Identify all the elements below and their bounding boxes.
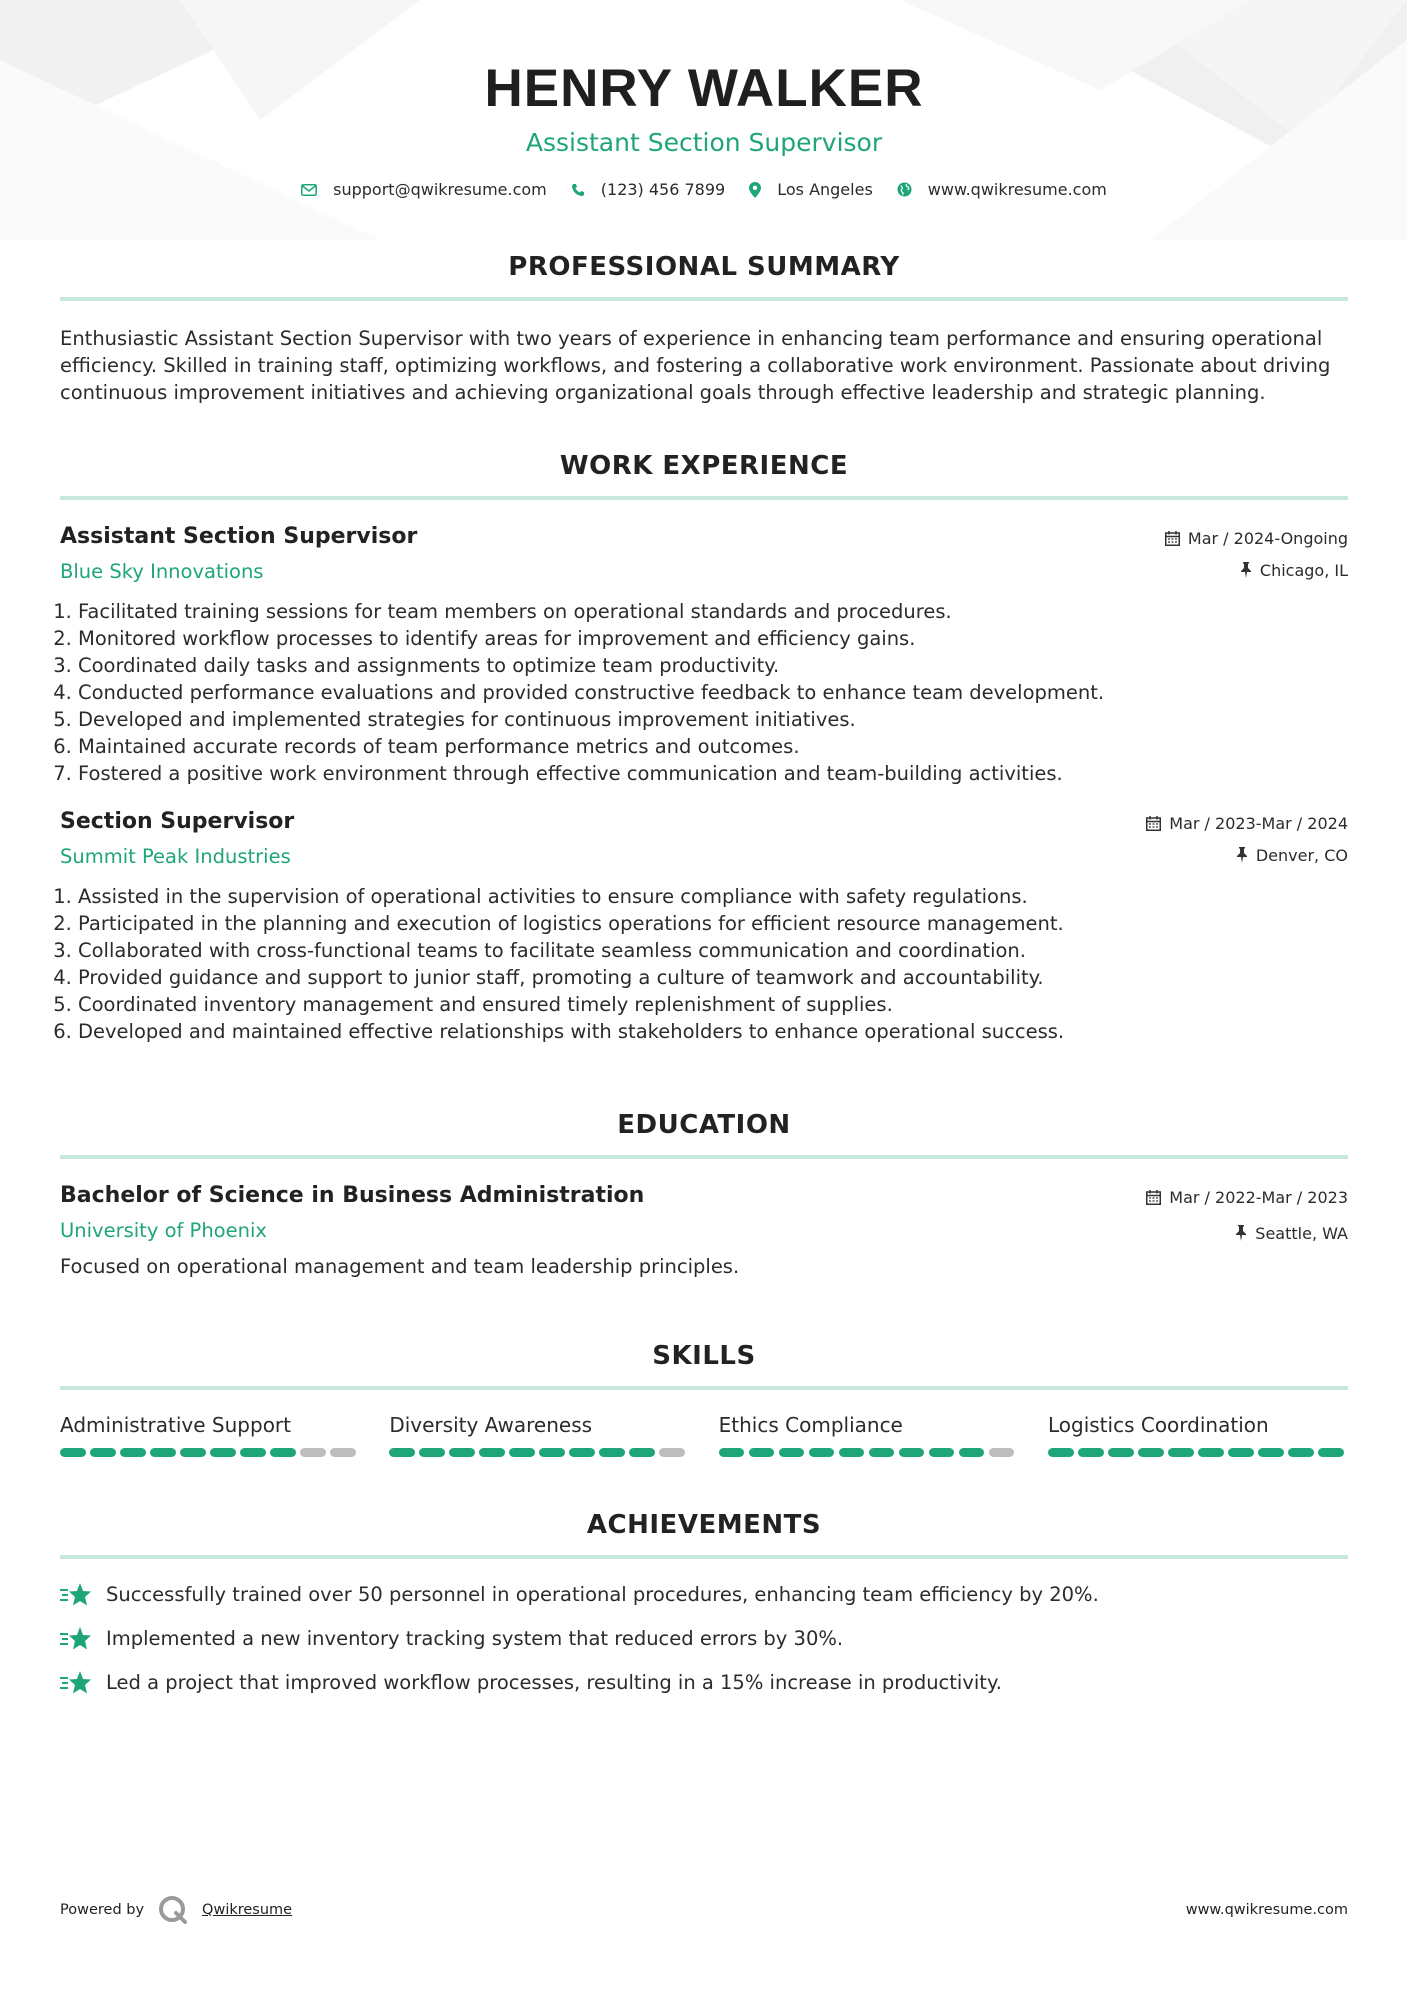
skill-level-dot [1198,1448,1224,1457]
section-divider [60,496,1348,500]
skill-level-dot [749,1448,775,1457]
brand-link[interactable]: Qwikresume [202,1902,293,1918]
page-footer [60,1895,1348,1925]
education-description: Focused on operational management and team leadership principles. [60,1255,740,1278]
list-item: 3. Coordinated daily tasks and assignments to optimize team productivity. [78,652,1348,679]
contact-website[interactable] [897,180,1107,199]
powered-by-label: Powered by [60,1902,145,1918]
resume-header [60,0,1348,199]
star-icon [60,1670,92,1696]
school-name: University of Phoenix [60,1219,267,1242]
section-divider [60,1555,1348,1559]
skill-rating [719,1448,1019,1457]
skill-level-dot [659,1448,685,1457]
list-item: 5. Coordinated inventory management and ensured timely replenishment of supplies. [78,991,1348,1018]
candidate-name: HENRY WALKER [484,59,924,118]
section-divider [60,297,1348,301]
skill-level-dot [899,1448,925,1457]
skill-name: Diversity Awareness [389,1413,593,1437]
contact-phone[interactable] [571,180,725,199]
skill-level-dot [989,1448,1015,1457]
company-name: Blue Sky Innovations [60,560,264,583]
education-entry [60,1183,1348,1280]
contact-bar [60,180,1348,199]
degree-title: Bachelor of Science in Business Administration [60,1183,645,1208]
achievements-heading: ACHIEVEMENTS [586,1510,822,1540]
job-title: Assistant Section Supervisor [60,524,418,549]
pushpin-icon [1235,1225,1247,1241]
skill-rating [1048,1448,1348,1457]
list-item: 7. Fostered a positive work environment through effective communication and team-building activities. [78,760,1348,787]
achievement-item [60,1669,1348,1696]
skill-rating [60,1448,360,1457]
job-location [1146,845,1348,865]
footer-website[interactable]: www.qwikresume.com [1185,1902,1348,1918]
experience-heading: WORK EXPERIENCE [559,451,849,481]
job-location-text: Denver, CO [1255,845,1348,865]
skill-level-dot [509,1448,535,1457]
section-divider [60,1155,1348,1159]
skill-level-dot [210,1448,236,1457]
skill-level-dot [90,1448,116,1457]
skill-level-dot [1168,1448,1194,1457]
star-icon [60,1626,92,1652]
list-item: 4. Provided guidance and support to junior staff, promoting a culture of teamwork and accountability. [78,964,1348,991]
education-location-text: Seattle, WA [1255,1223,1348,1243]
list-item: 3. Collaborated with cross-functional teams to facilitate seamless communication and coordination. [78,937,1348,964]
list-item: 2. Monitored workflow processes to identify areas for improvement and efficiency gains. [78,625,1348,652]
skill-level-dot [180,1448,206,1457]
skill-item [719,1412,1019,1457]
education-location [1146,1223,1348,1243]
skill-level-dot [300,1448,326,1457]
phone-icon [571,183,585,197]
skill-level-dot [60,1448,86,1457]
summary-section [60,251,1348,406]
skills-heading: SKILLS [652,1341,756,1371]
job-location-text: Chicago, IL [1259,560,1348,580]
company-name: Summit Peak Industries [60,845,291,868]
skill-level-dot [150,1448,176,1457]
skill-item [1048,1412,1348,1457]
skill-level-dot [1228,1448,1254,1457]
resume-page [60,0,1348,1696]
section-divider [60,1386,1348,1390]
skill-level-dot [120,1448,146,1457]
skill-level-dot [929,1448,955,1457]
list-item: 1. Facilitated training sessions for team members on operational standards and procedures. [78,598,1348,625]
skill-level-dot [959,1448,985,1457]
skill-level-dot [449,1448,475,1457]
skill-level-dot [539,1448,565,1457]
calendar-icon [1146,1190,1161,1205]
experience-section [60,450,1348,1045]
job-bullets [60,598,1348,787]
skill-item [60,1412,360,1457]
skill-level-dot [569,1448,595,1457]
achievement-item [60,1581,1348,1608]
skill-level-dot [779,1448,805,1457]
globe-icon [897,182,912,197]
job-entry [60,524,1348,787]
skill-level-dot [1138,1448,1164,1457]
education-heading: EDUCATION [617,1110,791,1140]
map-pin-icon [749,182,761,198]
list-item: 5. Developed and implemented strategies for continuous improvement initiatives. [78,706,1348,733]
job-dates [1165,528,1348,548]
skill-item [389,1412,689,1457]
skill-level-dot [629,1448,655,1457]
skill-level-dot [599,1448,625,1457]
skill-level-dot [1078,1448,1104,1457]
star-icon [60,1582,92,1608]
pushpin-icon [1236,847,1248,863]
achievement-item [60,1625,1348,1652]
email-text: support@qwikresume.com [333,180,547,199]
skill-level-dot [479,1448,505,1457]
contact-email[interactable] [301,180,547,199]
job-entry [60,809,1348,1045]
job-dates-text: Mar / 2023-Mar / 2024 [1169,813,1348,833]
skill-level-dot [719,1448,745,1457]
list-item: 4. Conducted performance evaluations and provided constructive feedback to enhance team development. [78,679,1348,706]
skill-level-dot [1108,1448,1134,1457]
achievements-section [60,1509,1348,1696]
location-text: Los Angeles [777,180,873,199]
skill-level-dot [869,1448,895,1457]
achievement-text: Successfully trained over 50 personnel in operational procedures, enhancing team efficiency by 20%. [106,1583,1099,1606]
skill-rating [389,1448,689,1457]
skill-level-dot [839,1448,865,1457]
calendar-icon [1146,816,1161,831]
skill-level-dot [240,1448,266,1457]
contact-location [749,180,873,199]
skill-name: Administrative Support [60,1413,291,1437]
job-bullets [60,883,1348,1045]
education-section [60,1109,1348,1280]
calendar-icon [1165,531,1180,546]
powered-by [60,1895,292,1925]
skill-level-dot [389,1448,415,1457]
skill-level-dot [1318,1448,1344,1457]
skill-level-dot [419,1448,445,1457]
skill-level-dot [270,1448,296,1457]
skill-name: Logistics Coordination [1047,1413,1269,1437]
skill-name: Ethics Compliance [718,1413,903,1437]
list-item: 1. Assisted in the supervision of operational activities to ensure compliance with safety regulations. [78,883,1348,910]
skills-list [60,1412,1348,1457]
job-dates [1146,813,1348,833]
qwikresume-logo-icon [158,1895,188,1925]
skill-level-dot [1258,1448,1284,1457]
list-item: 6. Maintained accurate records of team performance metrics and outcomes. [78,733,1348,760]
job-title: Section Supervisor [60,809,295,834]
list-item: 2. Participated in the planning and execution of logistics operations for efficient resource management. [78,910,1348,937]
envelope-icon [301,184,317,196]
candidate-title: Assistant Section Supervisor [525,128,883,157]
skills-section [60,1340,1348,1457]
phone-text: (123) 456 7899 [600,180,726,199]
summary-heading: PROFESSIONAL SUMMARY [508,252,900,282]
skill-level-dot [1048,1448,1074,1457]
pushpin-icon [1240,562,1252,578]
job-dates-text: Mar / 2024-Ongoing [1187,528,1348,548]
summary-text: Enthusiastic Assistant Section Supervisor with two years of experience in enhancing team performance and ensuring operational efficiency. Skilled in training staff, optimizing workflows, and fostering a collaborative work environment. Passionate about driving continuous improvement initiatives and achieving organizational goals through effective leadership and strategic planning. [60,327,1331,404]
job-location [1165,560,1348,580]
achievement-text: Led a project that improved workflow processes, resulting in a 15% increase in productivity. [106,1671,1002,1694]
achievement-text: Implemented a new inventory tracking system that reduced errors by 30%. [106,1627,844,1650]
education-dates [1146,1187,1348,1207]
website-text: www.qwikresume.com [927,180,1107,199]
education-dates-text: Mar / 2022-Mar / 2023 [1169,1187,1348,1207]
skill-level-dot [809,1448,835,1457]
list-item: 6. Developed and maintained effective relationships with stakeholders to enhance operational success. [78,1018,1348,1045]
skill-level-dot [1288,1448,1314,1457]
skill-level-dot [330,1448,356,1457]
